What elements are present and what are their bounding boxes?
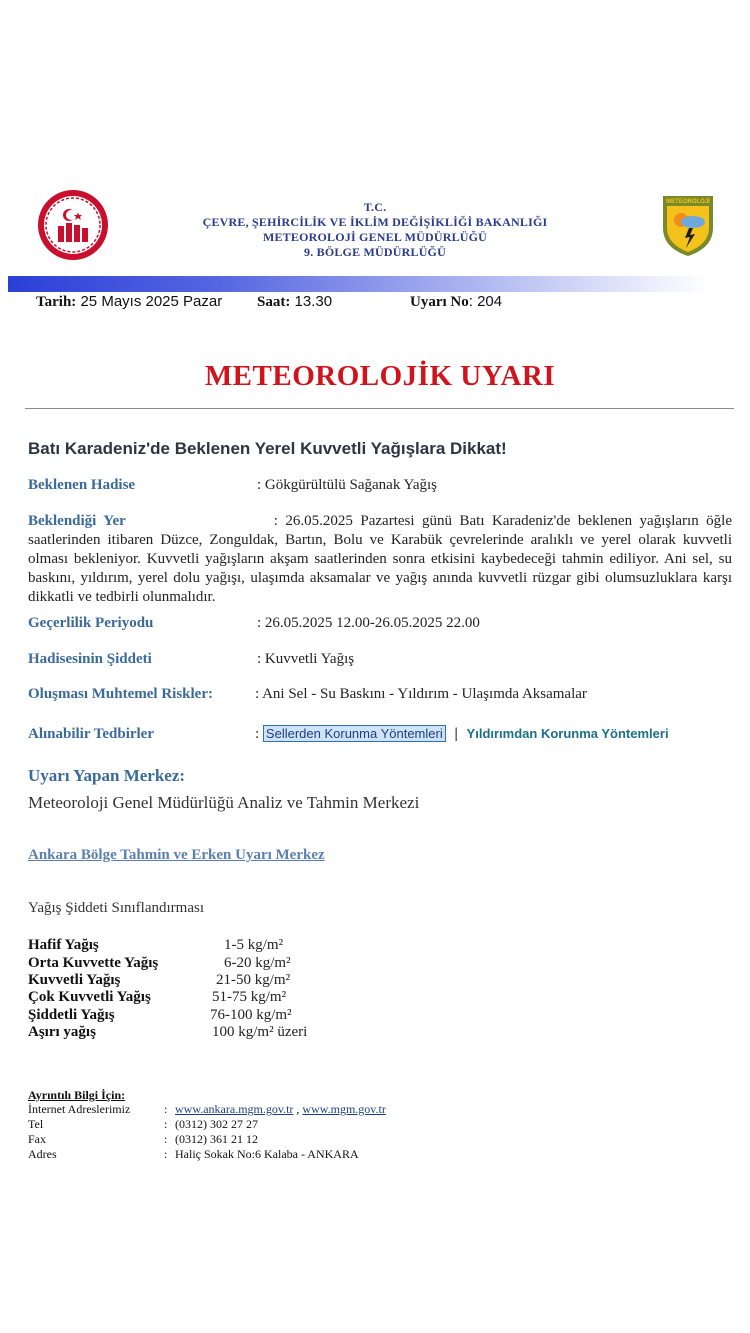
validity-value: : 26.05.2025 12.00-26.05.2025 22.00: [257, 615, 480, 631]
address-colon: :: [164, 1147, 168, 1161]
web-label: İnternet Adreslerimiz: [28, 1102, 131, 1116]
link-separator: |: [454, 726, 458, 742]
date-value: 25 Mayıs 2025 Pazar: [80, 293, 223, 310]
address-value: Haliç Sokak No:6 Kalaba - ANKARA: [175, 1147, 359, 1161]
tel-label: Tel: [28, 1117, 44, 1131]
contact-heading: Ayrıntılı Bilgi İçin:: [28, 1088, 126, 1102]
ministry-logo: [36, 188, 110, 262]
page-title: METEOROLOJİK UYARI: [204, 360, 556, 392]
warning-no-meta: [410, 293, 502, 311]
place-label: Beklendiği Yer: [28, 513, 126, 529]
warning-no-label: Uyarı No: [410, 294, 469, 310]
center-value: Meteoroloji Genel Müdürlüğü Analiz ve Tahmin Merkezi: [28, 793, 420, 812]
regional-center-link[interactable]: Ankara Bölge Tahmin ve Erken Uyarı Merkez: [28, 847, 325, 863]
validity-label: Geçerlilik Periyodu: [28, 615, 154, 631]
web-separator: ,: [296, 1102, 300, 1116]
risks-label: Oluşması Muhtemel Riskler:: [28, 686, 213, 702]
header-region: 9. BÖLGE MÜDÜRLÜĞÜ: [304, 245, 446, 259]
time-meta: [257, 293, 332, 311]
class-name: Aşırı yağış: [28, 1024, 96, 1040]
address-label: Adres: [28, 1147, 57, 1161]
meteoroloji-logo: [661, 194, 715, 258]
web-colon: :: [164, 1102, 168, 1116]
fax-colon: :: [164, 1132, 168, 1146]
fax-label: Fax: [28, 1132, 46, 1146]
warning-no-value: : 204: [468, 293, 503, 310]
header-ministry: ÇEVRE, ŞEHİRCİLİK VE İKLİM DEĞİŞİKLİĞİ BAKANLIĞI: [202, 215, 548, 229]
severity-value: : Kuvvetli Yağış: [257, 651, 355, 667]
ankara-mgm-link[interactable]: www.ankara.mgm.gov.tr: [175, 1102, 294, 1116]
center-heading: Uyarı Yapan Merkez:: [28, 766, 186, 785]
time-label: Saat:: [257, 294, 291, 310]
lightning-protection-link[interactable]: Yıldırımdan Korunma Yöntemleri: [466, 726, 669, 741]
class-value: 100 kg/m² üzeri: [212, 1024, 308, 1040]
place-block: [28, 512, 732, 607]
place-value: : 26.05.2025 Pazartesi günü Batı Karadeniz'de beklenen yağışların öğle saatlerinden itibaren Düzce, Zonguldak, Bartın, Bolu ve Karabük çevrelerinde aralıklı ve yerel olarak kuvvetli olması bekleniyor. Kuvvetli yağışların akşam saatlerinden sonra etkisini kaybedeceği tahmin ediliyor. Ani sel, su baskını, yıldırım, yerel dolu yağışı, ulaşımda aksamalar ve yağış anında kuvvetli rüzgar gibi olumsuzluklara karşı dikkatli ve tedbirli olunmalıdır.: [28, 513, 732, 605]
class-value: 21-50 kg/m²: [216, 972, 291, 988]
risks-value: : Ani Sel - Su Baskını - Yıldırım - Ulaşımda Aksamalar: [255, 686, 587, 702]
severity-label: Hadisesinin Şiddeti: [28, 651, 152, 667]
logo-text: METEOROLOJİ: [666, 199, 710, 205]
class-name: Hafif Yağış: [28, 937, 99, 953]
class-value: 1-5 kg/m²: [224, 937, 284, 953]
tel-value: (0312) 302 27 27: [175, 1117, 258, 1131]
fax-value: (0312) 361 21 12: [175, 1132, 258, 1146]
event-value: : Gökgürültülü Sağanak Yağış: [257, 477, 437, 493]
title-divider: [25, 408, 734, 409]
class-name: Şiddetli Yağış: [28, 1007, 115, 1023]
measures-label: Alınabilir Tedbirler: [28, 726, 154, 742]
class-name: Kuvvetli Yağış: [28, 972, 121, 988]
date-label: Tarih:: [36, 294, 77, 310]
tel-colon: :: [164, 1117, 168, 1131]
mgm-link[interactable]: www.mgm.gov.tr: [302, 1102, 386, 1116]
class-value: 76-100 kg/m²: [210, 1007, 292, 1023]
classification-title: Yağış Şiddeti Sınıflandırması: [28, 900, 204, 916]
measures-colon: :: [255, 726, 260, 742]
header-band: [8, 276, 708, 292]
warning-subtitle: Batı Karadeniz'de Beklenen Yerel Kuvvetli Yağışlara Dikkat!: [28, 439, 507, 458]
header-line-tc: T.C.: [363, 200, 387, 214]
header-directorate: METEOROLOJİ GENEL MÜDÜRLÜĞÜ: [262, 230, 488, 244]
class-name: Orta Kuvvette Yağış: [28, 955, 159, 971]
event-label: Beklenen Hadise: [28, 477, 136, 493]
class-value: 6-20 kg/m²: [224, 955, 291, 971]
time-value: 13.30: [294, 293, 333, 310]
measures-links: [255, 726, 669, 743]
class-name: Çok Kuvvetli Yağış: [28, 989, 151, 1005]
date-meta: [36, 293, 222, 311]
flood-protection-link[interactable]: Sellerden Korunma Yöntemleri: [263, 725, 446, 742]
class-value: 51-75 kg/m²: [212, 989, 287, 1005]
